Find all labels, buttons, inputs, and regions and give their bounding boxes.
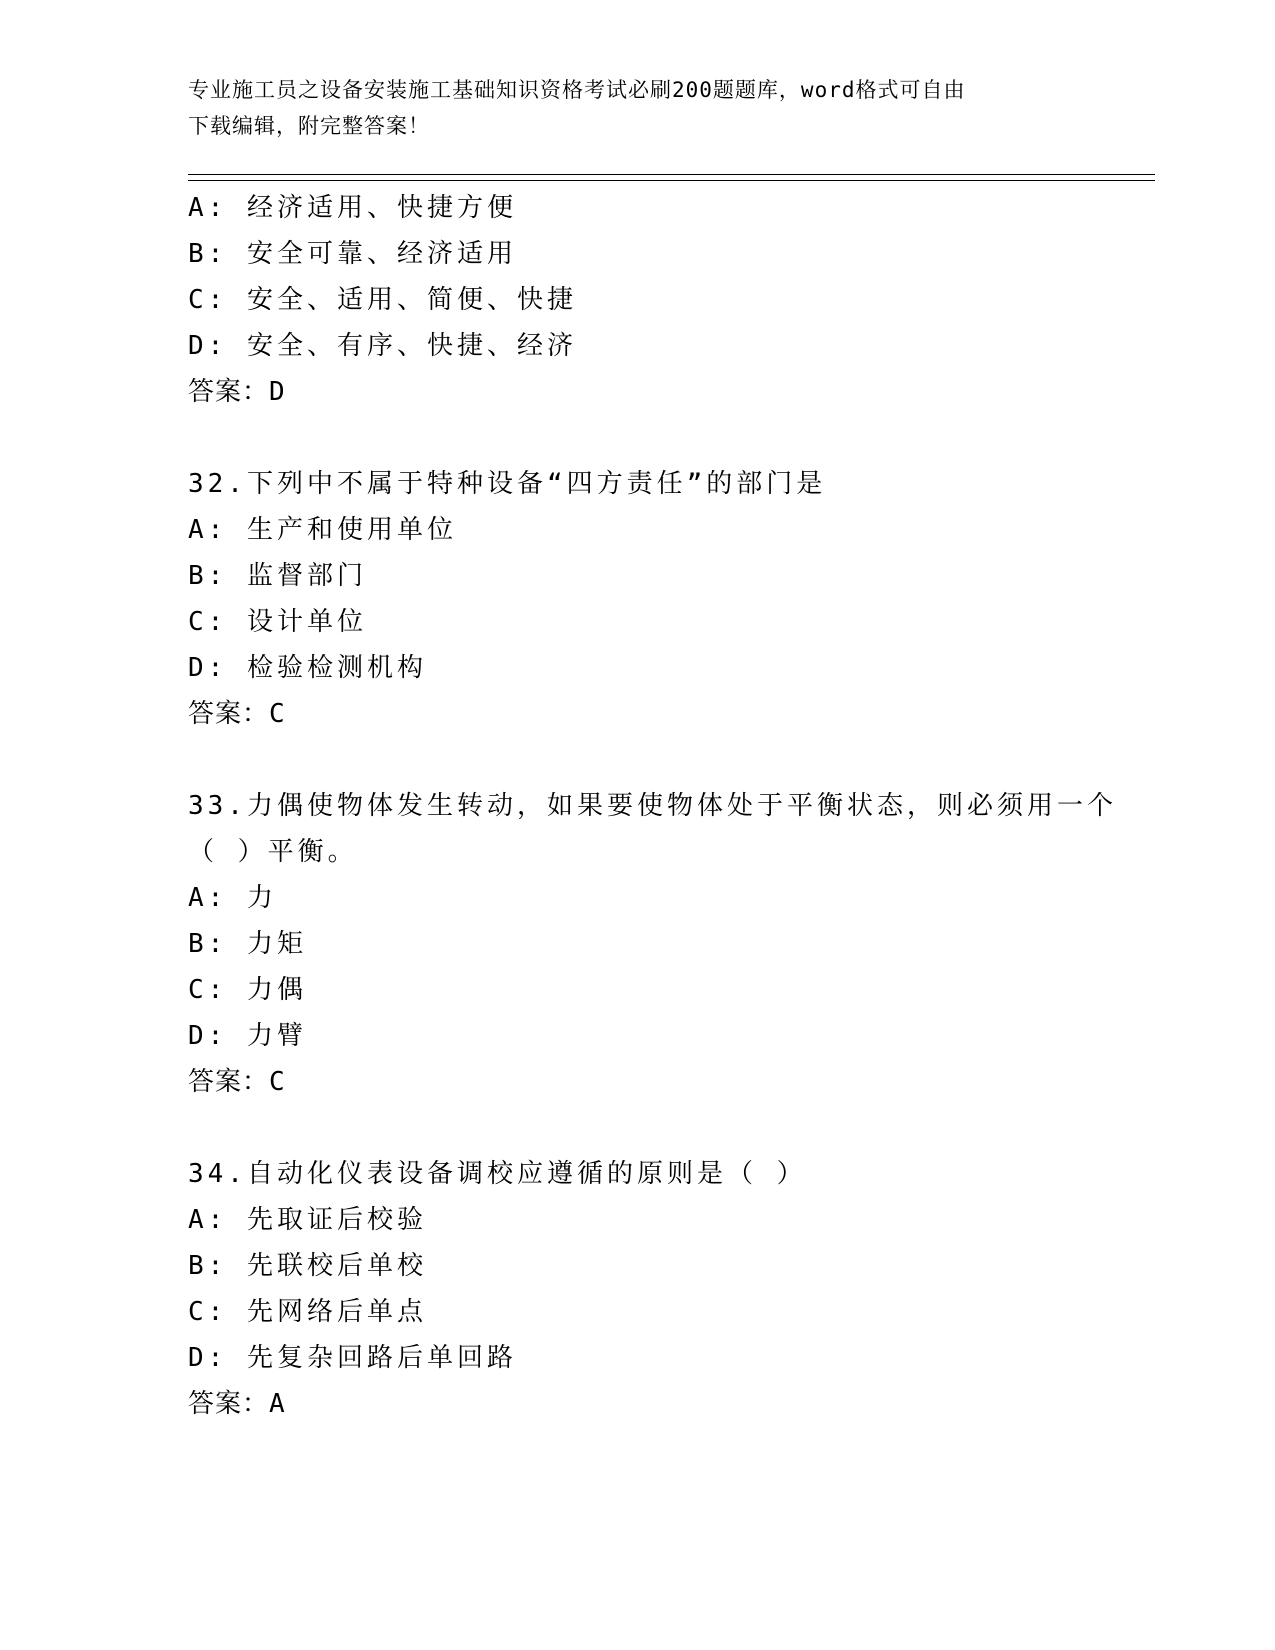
q31-answer: 答案：D <box>188 377 286 407</box>
q33-answer: 答案：C <box>188 1067 286 1097</box>
q31-option-b: B: 安全可靠、经济适用 <box>188 239 517 269</box>
q33-stem-line-2: （ ）平衡。 <box>188 837 358 867</box>
q34-option-b: B: 先联校后单校 <box>188 1251 427 1281</box>
header-line-1: 专业施工员之设备安装施工基础知识资格考试必刷200题题库，word格式可自由 <box>188 78 966 102</box>
header-line-2: 下载编辑，附完整答案！ <box>188 114 430 138</box>
q32-stem: 32.下列中不属于特种设备“四方责任”的部门是 <box>188 469 827 499</box>
header-rule-bottom <box>188 180 1155 181</box>
header-rule-top <box>188 174 1155 175</box>
q32-option-c: C: 设计单位 <box>188 607 367 637</box>
q32-option-d: D: 检验检测机构 <box>188 653 427 683</box>
q34-stem: 34.自动化仪表设备调校应遵循的原则是（ ） <box>188 1159 807 1189</box>
q31-option-a: A: 经济适用、快捷方便 <box>188 193 517 223</box>
q33-option-c: C: 力偶 <box>188 975 307 1005</box>
q31-option-c: C: 安全、适用、简便、快捷 <box>188 285 577 315</box>
q32-answer: 答案：C <box>188 699 286 729</box>
q34-option-d: D: 先复杂回路后单回路 <box>188 1343 517 1373</box>
q33-option-a: A: 力 <box>188 883 277 913</box>
q31-option-d: D: 安全、有序、快捷、经济 <box>188 331 577 361</box>
q34-option-c: C: 先网络后单点 <box>188 1297 427 1327</box>
q33-option-b: B: 力矩 <box>188 929 307 959</box>
q34-option-a: A: 先取证后校验 <box>188 1205 427 1235</box>
q33-option-d: D: 力臂 <box>188 1021 307 1051</box>
q33-stem-line-1: 33.力偶使物体发生转动，如果要使物体处于平衡状态，则必须用一个 <box>188 791 1117 821</box>
q32-option-a: A: 生产和使用单位 <box>188 515 457 545</box>
q32-option-b: B: 监督部门 <box>188 561 367 591</box>
q34-answer: 答案：A <box>188 1389 286 1419</box>
document-header <box>188 72 1088 144</box>
